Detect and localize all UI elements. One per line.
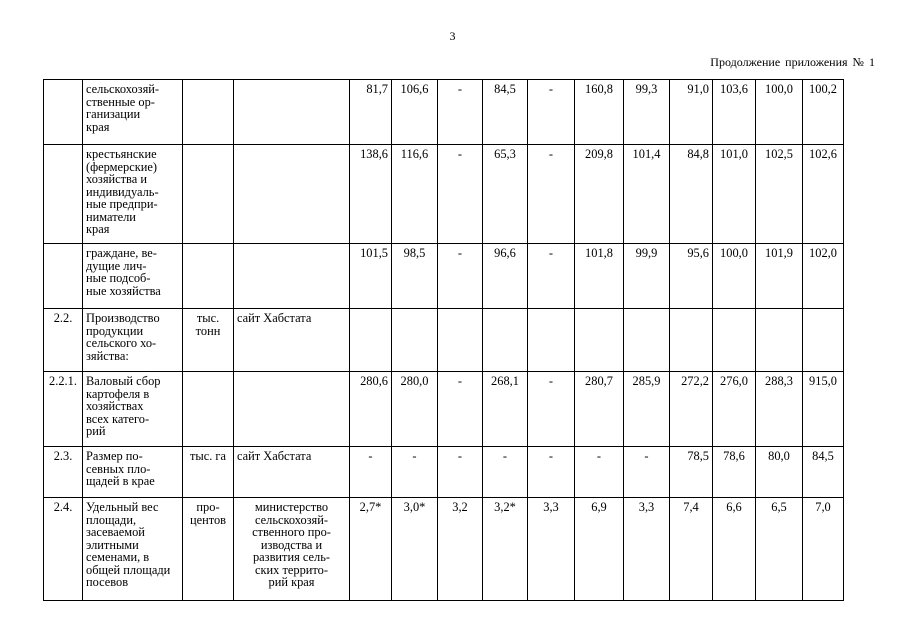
table-row — [44, 372, 844, 447]
row-number — [44, 244, 83, 309]
value-cell: - — [624, 447, 670, 498]
source-cell: сайт Хабстата — [234, 309, 350, 372]
unit-cell: тыс. тонн — [183, 309, 234, 372]
value-cell: 78,6 — [713, 447, 756, 498]
value-cell: 81,7 — [350, 80, 392, 145]
value-cell: 6,9 — [575, 498, 624, 601]
value-cell: - — [483, 447, 528, 498]
value-cell: - — [438, 372, 483, 447]
value-cell: 3,2 — [438, 498, 483, 601]
value-cell: - — [528, 447, 575, 498]
value-cell: 6,5 — [756, 498, 803, 601]
row-number: 2.3. — [44, 447, 83, 498]
row-number: 2.4. — [44, 498, 83, 601]
value-cell: 288,3 — [756, 372, 803, 447]
table-row — [44, 447, 844, 498]
value-cell: - — [438, 145, 483, 244]
value-cell: 280,0 — [392, 372, 438, 447]
value-cell: 100,0 — [756, 80, 803, 145]
value-cell: - — [528, 145, 575, 244]
row-number: 2.2.1. — [44, 372, 83, 447]
value-cell — [438, 309, 483, 372]
value-cell: - — [528, 244, 575, 309]
unit-cell — [183, 244, 234, 309]
unit-cell — [183, 372, 234, 447]
value-cell: 102,6 — [803, 145, 844, 244]
value-cell: - — [438, 244, 483, 309]
value-cell: 280,7 — [575, 372, 624, 447]
value-cell: 84,5 — [483, 80, 528, 145]
indicator-name: сельскохозяй- ственные ор- ганизации края — [83, 80, 183, 145]
indicator-name: Валовый сбор картофеля в хозяйствах всех катего- рий — [83, 372, 183, 447]
table-row — [44, 244, 844, 309]
value-cell: - — [528, 372, 575, 447]
value-cell: 84,5 — [803, 447, 844, 498]
value-cell: 106,6 — [392, 80, 438, 145]
indicator-name: Производство продукции сельского хо- зяйства: — [83, 309, 183, 372]
unit-cell: про- центов — [183, 498, 234, 601]
value-cell: 3,3 — [528, 498, 575, 601]
value-cell: 285,9 — [624, 372, 670, 447]
value-cell: - — [528, 80, 575, 145]
source-cell: сайт Хабстата — [234, 447, 350, 498]
value-cell: 102,5 — [756, 145, 803, 244]
value-cell: 101,9 — [756, 244, 803, 309]
indicator-name: Удельный вес площади, засеваемой элитными семенами, в общей площади посевов — [83, 498, 183, 601]
page-number: 3 — [449, 29, 456, 43]
value-cell: 101,0 — [713, 145, 756, 244]
value-cell: 80,0 — [756, 447, 803, 498]
value-cell: 101,8 — [575, 244, 624, 309]
value-cell: 100,0 — [713, 244, 756, 309]
value-cell — [624, 309, 670, 372]
row-number — [44, 80, 83, 145]
value-cell: 272,2 — [670, 372, 713, 447]
value-cell: 65,3 — [483, 145, 528, 244]
value-cell: 138,6 — [350, 145, 392, 244]
value-cell: 96,6 — [483, 244, 528, 309]
value-cell: 91,0 — [670, 80, 713, 145]
value-cell: 99,3 — [624, 80, 670, 145]
value-cell: 209,8 — [575, 145, 624, 244]
row-number: 2.2. — [44, 309, 83, 372]
value-cell: 915,0 — [803, 372, 844, 447]
row-number — [44, 145, 83, 244]
value-cell: 116,6 — [392, 145, 438, 244]
value-cell: 3,0* — [392, 498, 438, 601]
value-cell — [483, 309, 528, 372]
table-row — [44, 80, 844, 145]
value-cell: 3,3 — [624, 498, 670, 601]
value-cell: 99,9 — [624, 244, 670, 309]
indicator-name: Размер по- севных пло- щадей в крае — [83, 447, 183, 498]
value-cell: - — [575, 447, 624, 498]
value-cell: - — [438, 80, 483, 145]
value-cell: 3,2* — [483, 498, 528, 601]
value-cell — [670, 309, 713, 372]
value-cell — [756, 309, 803, 372]
value-cell: - — [350, 447, 392, 498]
source-cell: министерство сельскохозяй- ственного про- изводства и развития сель- ских террито- рий края — [234, 498, 350, 601]
value-cell: 6,6 — [713, 498, 756, 601]
value-cell: - — [392, 447, 438, 498]
value-cell: 280,6 — [350, 372, 392, 447]
value-cell — [392, 309, 438, 372]
value-cell — [803, 309, 844, 372]
value-cell: 78,5 — [670, 447, 713, 498]
unit-cell: тыс. га — [183, 447, 234, 498]
value-cell: 100,2 — [803, 80, 844, 145]
source-cell — [234, 145, 350, 244]
value-cell — [713, 309, 756, 372]
value-cell: 95,6 — [670, 244, 713, 309]
indicators-table — [43, 79, 844, 601]
source-cell — [234, 372, 350, 447]
value-cell: 160,8 — [575, 80, 624, 145]
indicator-name: крестьянские (фермерские) хозяйства и индивидуаль- ные предпри- ниматели края — [83, 145, 183, 244]
value-cell: - — [438, 447, 483, 498]
value-cell: 101,5 — [350, 244, 392, 309]
source-cell — [234, 80, 350, 145]
value-cell: 276,0 — [713, 372, 756, 447]
continuation-label: Продолжение приложения № 1 — [710, 55, 875, 69]
unit-cell — [183, 80, 234, 145]
value-cell: 84,8 — [670, 145, 713, 244]
value-cell — [575, 309, 624, 372]
table-row — [44, 498, 844, 601]
source-cell — [234, 244, 350, 309]
value-cell — [528, 309, 575, 372]
value-cell: 2,7* — [350, 498, 392, 601]
value-cell: 7,4 — [670, 498, 713, 601]
unit-cell — [183, 145, 234, 244]
value-cell: 268,1 — [483, 372, 528, 447]
value-cell: 102,0 — [803, 244, 844, 309]
value-cell: 7,0 — [803, 498, 844, 601]
indicator-name: граждане, ве- дущие лич- ные подсоб- ные хозяйства — [83, 244, 183, 309]
value-cell: 98,5 — [392, 244, 438, 309]
table-row — [44, 145, 844, 244]
value-cell — [350, 309, 392, 372]
value-cell: 101,4 — [624, 145, 670, 244]
table-row — [44, 309, 844, 372]
value-cell: 103,6 — [713, 80, 756, 145]
